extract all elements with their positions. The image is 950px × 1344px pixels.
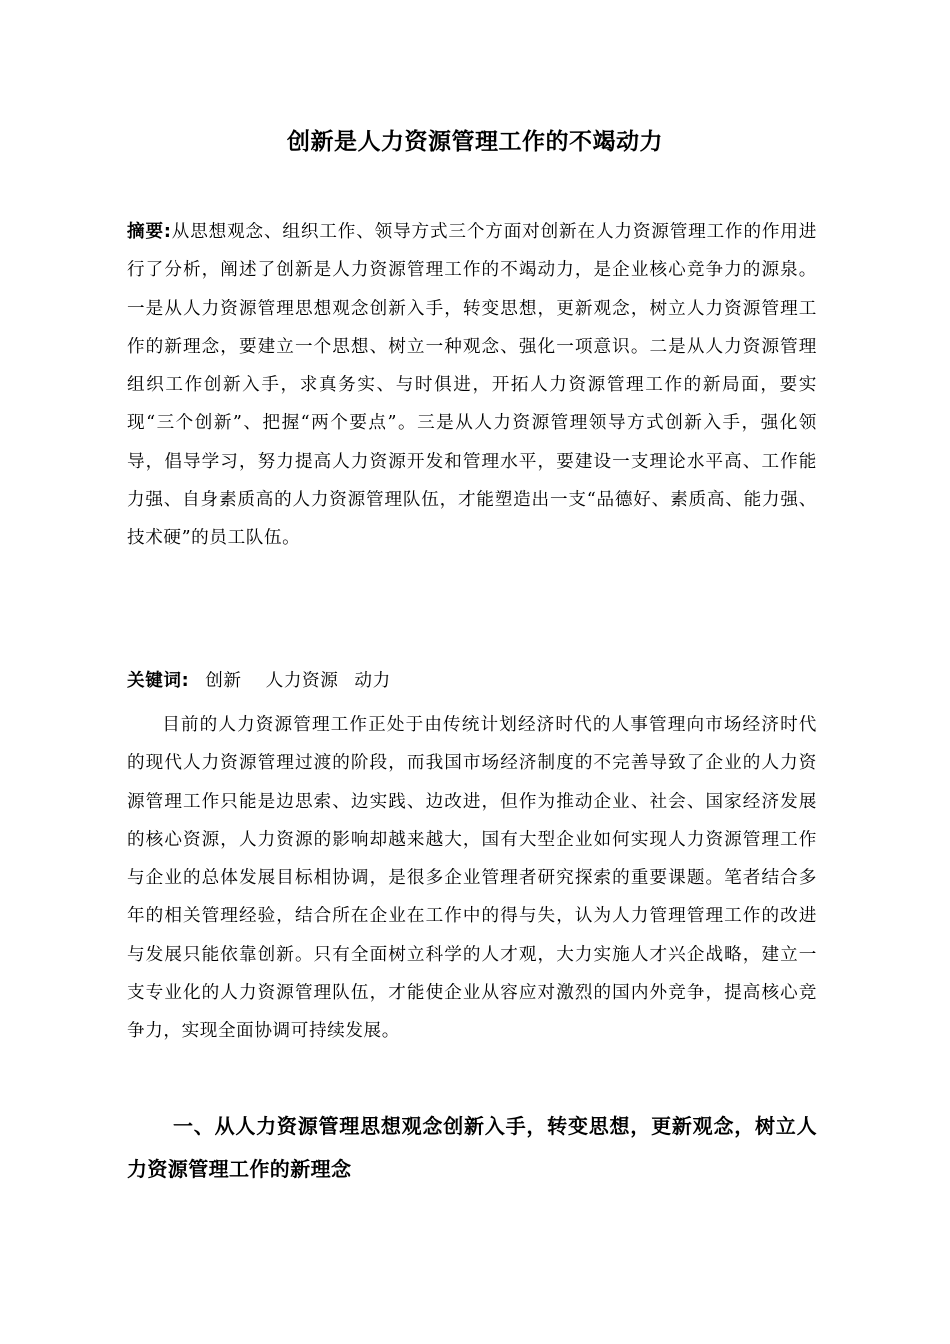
abstract-text: 从思想观念、组织工作、领导方式三个方面对创新在人力资源管理工作的作用进行了分析，阐述了创新是人力资源管理工作的不竭动力，是企业核心竞争力的源泉。一是从人力资源管理思想观念创新入手，转变思想，更新观念，树立人力资源管理工作的新理念，要建立一个思想、树立一种观念、强化一项意识。二是从人力资源管理组织工作创新入手，求真务实、与时俱进，开拓人力资源管理工作的新局面，要实现“三个创新”、把握“两个要点”。三是从人力资源管理领导方式创新入手，强化领导，倡导学习，努力提高人力资源开发和管理水平，要建设一支理论水平高、工作能力强、自身素质高的人力资源管理队伍，才能塑造出一支“品德好、素质高、能力强、技术硬”的员工队伍。	[127, 222, 817, 549]
keywords-label: 关键词	[127, 671, 182, 691]
section-heading: 一、从人力资源管理思想观念创新入手，转变思想，更新观念，树立人力资源管理工作的新理念	[127, 1114, 817, 1181]
keywords-separator: :	[181, 671, 190, 691]
abstract-paragraph	[127, 213, 817, 558]
keyword-item: 创新	[205, 671, 242, 691]
keyword-item: 人力资源	[265, 671, 339, 691]
abstract-label: 摘要	[127, 222, 164, 242]
keywords-line	[127, 662, 817, 700]
document-title: 创新是人力资源管理工作的不竭动力	[287, 129, 663, 155]
keyword-item: 动力	[354, 671, 391, 691]
intro-paragraph: 目前的人力资源管理工作正处于由传统计划经济时代的人事管理向市场经济时代的现代人力资源管理过渡的阶段，而我国市场经济制度的不完善导致了企业的人力资源管理工作只能是边思索、边实践、边改进，但作为推动企业、社会、国家经济发展的核心资源，人力资源的影响却越来越大，国有大型企业如何实现人力资源管理工作与企业的总体发展目标相协调，是很多企业管理者研究探索的重要课题。笔者结合多年的相关管理经验，结合所在企业在工作中的得与失，认为人力管理管理工作的改进与发展只能依靠创新。只有全面树立科学的人才观，大力实施人才兴企战略，建立一支专业化的人力资源管理队伍，才能使企业从容应对激烈的国内外竞争，提高核心竞争力，实现全面协调可持续发展。	[127, 715, 817, 1042]
abstract-separator: :	[163, 222, 172, 242]
